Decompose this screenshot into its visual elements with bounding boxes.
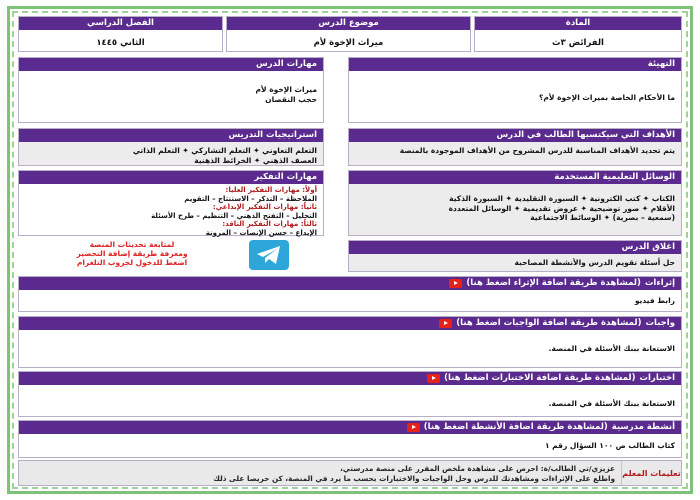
- intro-label: التهيئة: [349, 58, 681, 71]
- activities-text: كتاب الطالب ص ١٠٠ السؤال رقم ١: [544, 441, 675, 450]
- strategies-label: استراتيجيات التدريس: [19, 129, 323, 142]
- homework-label: واجبات: [645, 318, 675, 328]
- skills-label: مهارات الدرس: [19, 58, 323, 71]
- enrichment-text: رابط فيديو: [634, 296, 675, 305]
- skill-item: حجب النقصان: [265, 94, 317, 104]
- homework-link[interactable]: (لمشاهدة طريقة اضافة الواجبات اضغط هنا): [456, 318, 642, 328]
- skills-box: [18, 57, 324, 123]
- thinking-text: التحليل – التفتح الذهني – التنظيم – طرح الأسئلة: [151, 211, 317, 220]
- enrichment-header: [19, 277, 681, 290]
- objectives-label: الأهداف التي سيكتسبها الطالب في الدرس: [349, 129, 681, 142]
- telegram-promo[interactable]: [18, 240, 246, 267]
- closing-box: [348, 240, 682, 272]
- skill-item: ميراث الإخوة لأم: [255, 85, 317, 94]
- homework-box: [18, 316, 682, 368]
- youtube-icon[interactable]: [439, 319, 452, 328]
- telegram-line: ومعرفة طريقة إضافة التحضير: [76, 249, 188, 258]
- closing-label: اغلاق الدرس: [349, 241, 681, 254]
- aids-line: (سمعية – بصرية) ✦ الوسائط الاجتماعية: [530, 213, 675, 222]
- activities-link[interactable]: (لمشاهدة طريقة اضافة الأنشطة اضغط هنا): [423, 422, 608, 432]
- instructions-line: عزيزي/تي الطالب/ة: احرص على مشاهدة ملخص المقرر على منصة مدرستي،: [340, 464, 615, 473]
- term-value: الثاني ١٤٤٥: [96, 38, 145, 48]
- intro-text: ما الأحكام الخاصة بميراث الإخوة لأم؟: [539, 93, 675, 102]
- thinking-heading: ثالثاً: مهارات التفكير الناقد:: [222, 220, 317, 228]
- tests-link[interactable]: (لمشاهدة طريقة اضافة الاختبارات اضغط هنا): [444, 373, 636, 383]
- subject-value: الفرائض ٣ث: [552, 38, 604, 48]
- topic-label: موضوع الدرس: [227, 17, 470, 30]
- tests-text: الاستعانة ببنك الأسئلة في المنصة.: [548, 399, 675, 408]
- strategies-line: التعلم التعاوني ✦ التعلم التشاركي ✦ التعلم الذاتي: [132, 146, 317, 155]
- aids-box: [348, 170, 682, 236]
- enrichment-label: إثراءات: [644, 278, 675, 288]
- enrichment-box: [18, 276, 682, 312]
- youtube-icon[interactable]: [407, 423, 420, 432]
- tests-label: اختبارات: [639, 373, 675, 383]
- thinking-box: [18, 170, 324, 236]
- term-cell: [18, 16, 223, 52]
- subject-label: المادة: [475, 17, 681, 30]
- topic-value: ميراث الإخوة لأم: [313, 38, 384, 48]
- tests-header: [19, 372, 681, 385]
- telegram-line: اضغط للدخول لجروب التلغرام: [76, 258, 188, 267]
- activities-header: [19, 421, 681, 434]
- aids-line: الكتاب ✦ كتب الكترونية ✦ السبورة التقليدية ✦ السبورة الذكية: [449, 194, 675, 203]
- aids-label: الوسائل التعليمية المستخدمة: [349, 171, 681, 184]
- objectives-text: يتم تحديد الأهداف المناسبة للدرس المشروح من الأهداف الموجودة بالمنصة: [399, 146, 675, 155]
- thinking-text: الملاحظة – التذكر – الاستنتاج – التقويم: [184, 194, 317, 203]
- homework-text: الاستعانة ببنك الأسئلة في المنصة.: [548, 344, 675, 353]
- strategies-line: العصف الذهني ✦ الخرائط الذهنية: [194, 155, 317, 165]
- telegram-icon[interactable]: [249, 240, 289, 270]
- tests-box: [18, 371, 682, 417]
- youtube-icon[interactable]: [449, 279, 462, 288]
- thinking-label: مهارات التفكير: [19, 171, 323, 184]
- enrichment-link[interactable]: (لمشاهدة طريقة اضافة الإثراء اضغط هنا): [466, 278, 641, 288]
- subject-cell: [474, 16, 682, 52]
- instructions-line: واطلع على الإثراءات ومشاهدتك للدرس وحل الواجبات والاختبارات بحسب ما يرد في المنصة، كن حريصا على ذلك: [213, 473, 615, 483]
- thinking-heading: ثانياً: مهارات التفكير الإبداعي:: [212, 203, 317, 211]
- instructions-box: [18, 460, 682, 486]
- strategies-box: [18, 128, 324, 166]
- thinking-heading: أولاً: مهارات التفكير العليا:: [225, 186, 317, 194]
- closing-text: حل أسئلة تقويم الدرس والأنشطة المصاحبة: [514, 258, 675, 267]
- youtube-icon[interactable]: [427, 374, 440, 383]
- objectives-box: [348, 128, 682, 166]
- activities-box: [18, 420, 682, 458]
- telegram-line: لمتابعة تحديثات المنصة: [89, 240, 175, 249]
- term-label: الفصل الدراسي: [19, 17, 222, 30]
- homework-header: [19, 317, 681, 330]
- aids-line: الأقلام ✦ صور توضيحية ✦ عروض تقديمية ✦ الوسائل المتعددة: [448, 203, 675, 213]
- topic-cell: [226, 16, 471, 52]
- activities-label: أنشطة مدرسية: [611, 422, 675, 432]
- intro-box: [348, 57, 682, 123]
- instructions-label: تعليمات المعلم: [621, 461, 681, 485]
- thinking-text: الإبداع – حسن الإنصات – المرونة: [205, 228, 317, 237]
